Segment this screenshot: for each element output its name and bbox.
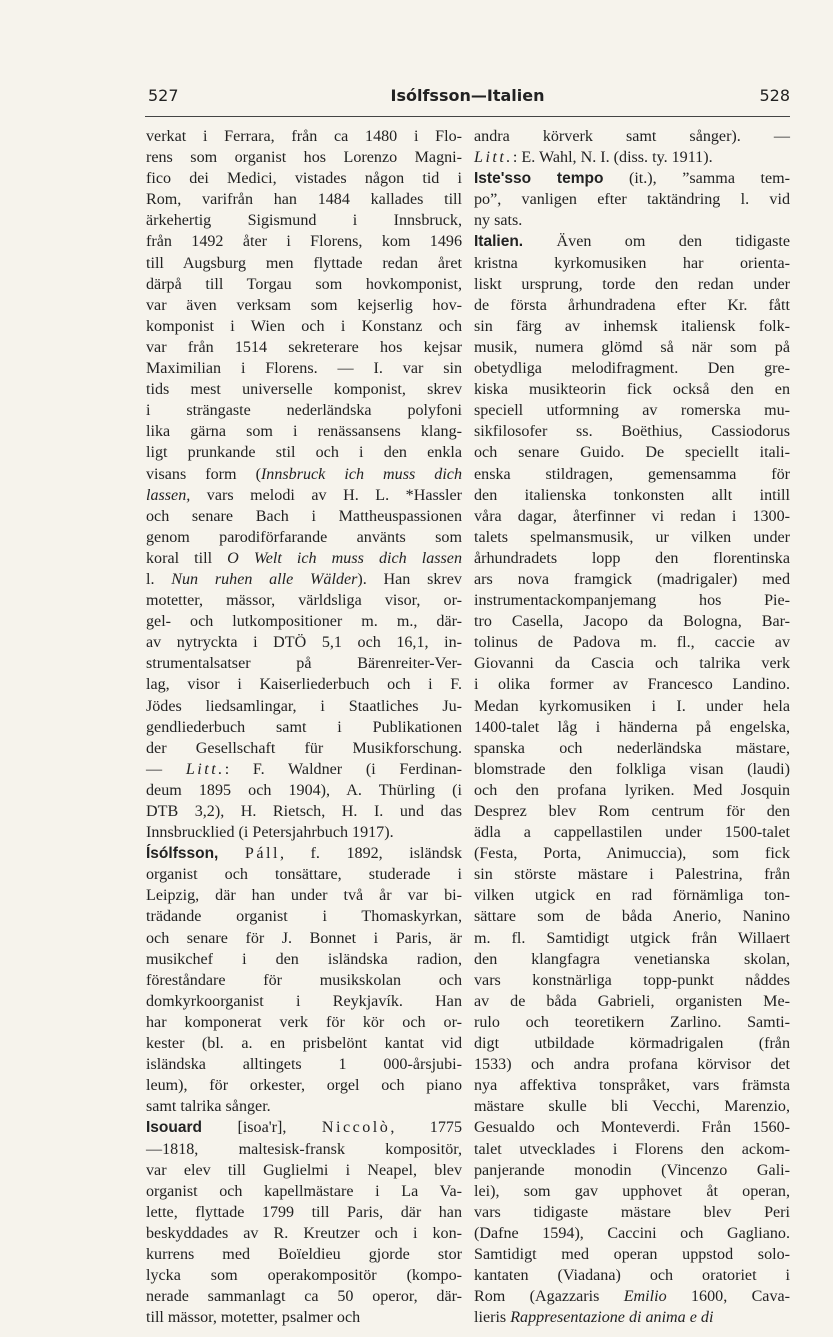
text-segment: nya affektiva tonspråket, vars främsta — [474, 1077, 790, 1095]
page-number-left: 527 — [148, 86, 179, 105]
text-line — [474, 949, 790, 970]
text-segment: (Festa, Porta, Animuccia), som fick — [474, 845, 790, 863]
text-line — [146, 147, 462, 168]
text-segment: (it.), ”samma tem- — [603, 170, 790, 188]
text-segment: : F. Waldner (i Ferdinan- — [224, 760, 462, 778]
text-line — [474, 822, 790, 843]
text-segment: beskyddades av R. Kreutzer och i kon- — [146, 1224, 462, 1242]
text-segment: obetydliga melodifragment. Den gre- — [474, 360, 790, 378]
text-segment: ). Han skrev — [357, 570, 462, 588]
text-line — [146, 253, 462, 274]
text-segment: Niccolò — [321, 1119, 391, 1137]
text-segment: och senare Bach i Mattheuspassionen — [146, 507, 462, 525]
text-segment: , f. 1892, isländsk — [279, 845, 462, 863]
text-segment: musikchef i den isländska radion, — [146, 950, 462, 968]
text-segment: panjerande monodin (Vincenzo Gali- — [474, 1161, 790, 1179]
text-segment: i olika former av Francesco Landino. — [474, 676, 790, 694]
text-segment: Även om den tidigaste — [523, 233, 790, 251]
text-line — [474, 1265, 790, 1286]
text-line — [474, 632, 790, 653]
text-line — [146, 1160, 462, 1181]
text-segment: tro Casella, Jacopo da Bologna, Bar- — [474, 613, 790, 631]
text-segment: strumentalsatser på Bärenreiter-Ver- — [146, 655, 462, 673]
text-segment: ny sats. — [474, 212, 523, 230]
text-line — [146, 759, 462, 780]
text-segment: Nun ruhen alle Wälder — [171, 570, 358, 588]
text-line — [146, 337, 462, 358]
text-line — [146, 1181, 462, 1202]
text-segment: nerade sammanlagt ca 50 operor, där- — [146, 1288, 462, 1306]
text-line — [474, 147, 790, 168]
text-segment: mästare skulle bli Vecchi, Marenzio, — [474, 1098, 790, 1116]
text-line — [146, 801, 462, 822]
text-line — [146, 885, 462, 906]
text-segment: blomstrade den folkliga visan (laudi) — [474, 760, 790, 778]
text-line — [146, 274, 462, 295]
entry-headword: Italien. — [474, 233, 524, 251]
text-segment: ädla a cappellastilen under 1500-talet — [474, 824, 790, 842]
text-segment: domkyrkoorganist i Reykjavík. Han — [146, 992, 462, 1010]
text-line — [146, 653, 462, 674]
text-segment: O Welt ich muss dich lassen — [227, 549, 462, 567]
text-segment: kantaten (Viadana) och oratoriet i — [474, 1267, 790, 1285]
text-line — [474, 316, 790, 337]
text-segment: der Gesellschaft für Musikforschung. — [146, 739, 462, 757]
text-segment: isländska alltingets 1 000-årsjubi- — [146, 1056, 462, 1074]
text-segment: spanska och nederländska mästare, — [474, 739, 790, 757]
text-line — [146, 674, 462, 695]
text-line — [146, 1075, 462, 1096]
text-segment: rulo och teoretikern Zarlino. Samti- — [474, 1013, 790, 1031]
text-segment: föreståndare för musikskolan och — [146, 971, 462, 989]
text-segment: talet utvecklades i Florens den ackom- — [474, 1140, 790, 1158]
text-segment: till Augsburg men flyttade redan året — [146, 254, 462, 272]
text-segment: den klangfagra venetianska skolan, — [474, 950, 790, 968]
text-line — [474, 1033, 790, 1054]
text-segment: trädande organist i Thomaskyrkan, — [146, 908, 462, 926]
text-segment: leum), för orkester, orgel och piano — [146, 1077, 462, 1095]
text-segment: Giovanni da Cascia och talrika verk — [474, 655, 790, 673]
text-line — [474, 210, 790, 231]
text-line — [474, 126, 790, 147]
text-segment: musik, numera glömd så när som på — [474, 338, 790, 356]
text-line — [474, 759, 790, 780]
text-line — [474, 843, 790, 864]
text-segment: verkat i Ferrara, från ca 1480 i Flo- — [146, 128, 462, 145]
text-line — [474, 1181, 790, 1202]
text-line — [474, 485, 790, 506]
text-line — [146, 358, 462, 379]
running-title: Isólfsson—Italien — [390, 86, 545, 105]
text-segment: ars nova framgick (madrigaler) med — [474, 570, 790, 588]
text-segment: l. — [146, 570, 172, 588]
text-line — [474, 696, 790, 717]
text-line — [146, 864, 462, 885]
text-segment: kurrens med Boïeldieu gjorde stor — [146, 1245, 462, 1263]
text-line — [474, 801, 790, 822]
text-line — [474, 885, 790, 906]
text-segment: Rappresentazione di anima e di — [510, 1309, 714, 1327]
text-line — [474, 274, 790, 295]
text-segment: och den profana lyriken. Med Josquin — [474, 781, 790, 799]
text-segment: lassen, — [146, 486, 191, 504]
text-line — [146, 906, 462, 927]
text-line — [474, 1054, 790, 1075]
text-line — [474, 295, 790, 316]
text-segment: sin färg av inhemsk italiensk folk- — [474, 317, 790, 335]
text-segment: vars melodi av H. L. *Hassler — [190, 486, 462, 504]
text-line — [146, 1139, 462, 1160]
text-line — [146, 991, 462, 1012]
text-line — [146, 696, 462, 717]
text-segment: sättare som de båda Anerio, Nanino — [474, 908, 790, 926]
text-line — [146, 210, 462, 231]
text-line — [474, 717, 790, 738]
text-line — [474, 738, 790, 759]
text-segment: lette, flyttade 1799 till Paris, där han — [146, 1203, 462, 1221]
text-line — [146, 1265, 462, 1286]
text-segment: de första århundradena efter Kr. fått — [474, 296, 790, 314]
text-line — [146, 780, 462, 801]
entry-headword: Iste'sso tempo — [474, 170, 604, 188]
text-segment: vars tidigaste mästare blev Peri — [474, 1203, 790, 1221]
text-line — [474, 464, 790, 485]
text-line — [474, 358, 790, 379]
text-segment: kester (bl. a. en prisbelönt kantat vid — [146, 1035, 462, 1053]
text-line — [146, 632, 462, 653]
header-rule — [145, 116, 790, 117]
text-line — [146, 527, 462, 548]
entry-headword: Isouard — [146, 1119, 202, 1137]
text-segment: enska stildragen, gemensamma för — [474, 465, 790, 483]
text-line — [474, 189, 790, 210]
text-line — [474, 1096, 790, 1117]
text-line — [146, 1286, 462, 1307]
text-line — [474, 1307, 790, 1328]
text-segment: digt utbildade körmadrigalen (från — [474, 1035, 790, 1053]
text-line — [474, 421, 790, 442]
text-segment: vilken utgick en rad förnämliga ton- — [474, 887, 790, 905]
text-segment: lieris — [474, 1309, 511, 1327]
text-line — [474, 442, 790, 463]
text-line — [146, 379, 462, 400]
text-segment: var elev till Guglielmi i Neapel, blev — [146, 1161, 462, 1179]
text-segment: instrumentackompanjemang hos Pie- — [474, 592, 790, 610]
text-line — [146, 189, 462, 210]
text-segment: Medan kyrkomusiken i I. under hela — [474, 697, 790, 715]
text-segment: gendliederbuch samt i Publikationen — [146, 718, 462, 736]
text-segment: — — [146, 760, 186, 778]
text-segment: lag, visor i Kaiserliederbuch och i F. — [146, 676, 462, 694]
text-segment: po”, vanligen efter taktändring l. vid — [474, 191, 790, 209]
text-segment: århundradets lopp den florentinska — [474, 549, 790, 567]
text-segment: var även verksam som kejserlig hov- — [146, 296, 462, 314]
text-line — [146, 421, 462, 442]
text-segment: organist och tonsättare, studerade i — [146, 866, 462, 884]
text-segment: Innsbruck ich muss dich — [260, 465, 462, 483]
text-segment: deum 1895 och 1904), A. Thürling (i — [146, 781, 462, 799]
text-line — [474, 1160, 790, 1181]
text-line — [146, 1223, 462, 1244]
text-line — [146, 1307, 462, 1328]
text-line — [474, 400, 790, 421]
text-segment: Desprez blev Rom centrum för den — [474, 803, 790, 820]
text-line — [474, 527, 790, 548]
text-segment: , 1775 — [390, 1119, 462, 1137]
text-line — [146, 442, 462, 463]
text-line — [146, 590, 462, 611]
text-segment: därpå till Torgau som hovkomponist, — [146, 275, 462, 293]
text-line — [474, 1244, 790, 1265]
text-segment: rens som organist hos Lorenzo Magni- — [146, 149, 462, 167]
text-segment: komponist i Wien och i Konstanz och — [146, 317, 462, 335]
text-segment: i strängaste nederländska polyfoni — [146, 402, 462, 420]
text-segment: m. fl. Samtidigt utgick från Willaert — [474, 929, 790, 947]
text-segment: ärkehertig Sigismund i Innsbruck, — [146, 212, 462, 230]
text-segment: Emilio — [623, 1288, 667, 1306]
text-segment: Rom (Agazzaris — [474, 1288, 624, 1306]
text-segment: sin störste mästare i Palestrina, från — [474, 866, 790, 884]
text-segment: av nytryckta i DTÖ 5,1 och 16,1, in- — [146, 634, 462, 652]
text-segment: Litt. — [474, 149, 513, 167]
text-segment: andra körverk samt sånger). — — [474, 128, 790, 145]
text-segment: och senare för J. Bonnet i Paris, är — [146, 929, 462, 947]
text-segment: Páll — [244, 845, 280, 863]
text-line — [474, 928, 790, 949]
text-line — [146, 843, 462, 864]
text-line — [146, 400, 462, 421]
text-segment: Rom, varifrån han 1484 kallades till — [146, 191, 462, 209]
text-line — [474, 1223, 790, 1244]
text-line — [146, 485, 462, 506]
text-line — [474, 1075, 790, 1096]
text-line — [474, 864, 790, 885]
text-line — [474, 231, 790, 252]
text-line — [474, 1012, 790, 1033]
text-line — [474, 991, 790, 1012]
text-segment: [isoa'r], — [201, 1119, 322, 1137]
text-segment: talets spelmansmusik, ur vilken under — [474, 528, 790, 546]
text-segment: från 1492 åter i Florens, kom 1496 — [146, 233, 462, 251]
text-line — [146, 1012, 462, 1033]
text-segment: Gesualdo och Monteverdi. Från 1560- — [474, 1119, 790, 1137]
text-line — [474, 1139, 790, 1160]
text-line — [146, 1033, 462, 1054]
text-line — [474, 590, 790, 611]
text-segment: av de båda Gabrieli, organisten Me- — [474, 992, 790, 1010]
text-segment: har komponerat verk för kör och or- — [146, 1013, 462, 1031]
text-line — [146, 231, 462, 252]
right-column — [474, 126, 790, 1328]
text-line — [146, 126, 462, 147]
text-segment: sikfilosofer ss. Boëthius, Cassiodorus — [474, 423, 790, 441]
text-segment: —1818, maltesisk-fransk kompositör, — [146, 1140, 462, 1158]
text-line — [146, 464, 462, 485]
text-segment: våra dagar, återfinner vi redan i 1300- — [474, 507, 790, 525]
text-segment: (Dafne 1594), Caccini och Gagliano. — [474, 1224, 790, 1242]
text-segment: och senare Guido. De speciellt itali- — [474, 444, 790, 462]
text-line — [474, 569, 790, 590]
text-segment: Samtidigt med operan uppstod solo- — [474, 1245, 790, 1263]
left-column — [146, 126, 462, 1328]
text-line — [474, 611, 790, 632]
text-segment: visans form ( — [146, 465, 261, 483]
text-segment: till mässor, motetter, psalmer och — [146, 1309, 361, 1327]
text-segment: kiska musikteorin fick också den en — [474, 381, 790, 399]
text-line — [146, 1054, 462, 1075]
text-segment: lycka som operakompositör (kompo- — [146, 1267, 462, 1285]
text-line — [146, 316, 462, 337]
text-segment — [218, 845, 245, 862]
text-line — [474, 1202, 790, 1223]
text-line — [146, 822, 462, 843]
text-segment: motetter, mässor, världsliga visor, or- — [146, 592, 462, 610]
text-segment: liskt ursprung, torde den redan under — [474, 275, 790, 293]
text-segment: 1400-talet låg i händerna på engelska, — [474, 718, 790, 736]
text-line — [474, 548, 790, 569]
text-line — [146, 168, 462, 189]
text-segment: DTB 3,2), H. Rietsch, H. I. und das — [146, 803, 462, 820]
text-line — [474, 506, 790, 527]
text-line — [146, 548, 462, 569]
text-segment: 1533) och andra profana körvisor det — [474, 1056, 790, 1074]
text-line — [474, 379, 790, 400]
text-segment: genom parodiförfarande använts som — [146, 528, 462, 546]
text-line — [474, 337, 790, 358]
text-segment: Maximilian i Florens. — I. var sin — [146, 360, 462, 378]
text-segment: samt talrika sånger. — [146, 1098, 271, 1116]
text-segment: den italienska tonkonsten allt intill — [474, 486, 790, 504]
text-line — [146, 1096, 462, 1117]
text-segment: : E. Wahl, N. I. (diss. ty. 1911). — [512, 149, 713, 167]
text-line — [146, 738, 462, 759]
text-segment: koral till — [146, 549, 228, 567]
text-line — [146, 1202, 462, 1223]
page-number-right: 528 — [759, 86, 790, 105]
text-segment: speciell utformning av romerska mu- — [474, 402, 790, 420]
text-line — [146, 611, 462, 632]
text-line — [146, 928, 462, 949]
text-segment: organist och kapellmästare i La Va- — [146, 1182, 462, 1200]
text-line — [146, 717, 462, 738]
text-line — [474, 168, 790, 189]
text-line — [146, 569, 462, 590]
text-segment: var från 1514 sekreterare hos kejsar — [146, 338, 462, 356]
text-line — [474, 653, 790, 674]
running-header — [145, 86, 790, 110]
text-line — [474, 1286, 790, 1307]
text-line — [474, 253, 790, 274]
text-line — [474, 1117, 790, 1138]
text-segment: Litt. — [185, 760, 225, 778]
text-segment: lei), som gav upphovet åt operan, — [474, 1182, 790, 1200]
text-line — [146, 949, 462, 970]
text-segment: 1600, Cava- — [666, 1288, 790, 1306]
text-segment: Innsbrucklied (i Petersjahrbuch 1917). — [146, 824, 394, 842]
text-segment: ligt prunkande stil och i den enkla — [146, 444, 462, 462]
text-line — [474, 906, 790, 927]
text-line — [474, 780, 790, 801]
text-segment: kristna kyrkomusiken har orienta- — [474, 254, 790, 272]
text-segment: fico dei Medici, vistades någon tid i — [146, 170, 462, 188]
text-segment: tids mest universelle komponist, skrev — [146, 381, 462, 399]
text-line — [474, 674, 790, 695]
text-segment: gel- och lutkompositioner m. m., där- — [146, 613, 462, 631]
text-line — [146, 1244, 462, 1265]
text-line — [146, 1117, 462, 1138]
text-segment: tolinus de Padova m. fl., caccie av — [474, 634, 790, 652]
text-line — [146, 295, 462, 316]
text-segment: Leipzig, där han under två år var bi- — [146, 887, 462, 905]
text-line — [146, 970, 462, 991]
text-line — [146, 506, 462, 527]
text-segment: lika gärna som i renässansens klang- — [146, 423, 462, 441]
text-segment: vars konstnärliga topp-punkt nåddes — [474, 971, 790, 989]
text-segment: Jödes liedsamlingar, i Staatliches Ju- — [146, 697, 462, 715]
entry-headword: Ísólfsson, — [146, 845, 219, 863]
text-line — [474, 970, 790, 991]
